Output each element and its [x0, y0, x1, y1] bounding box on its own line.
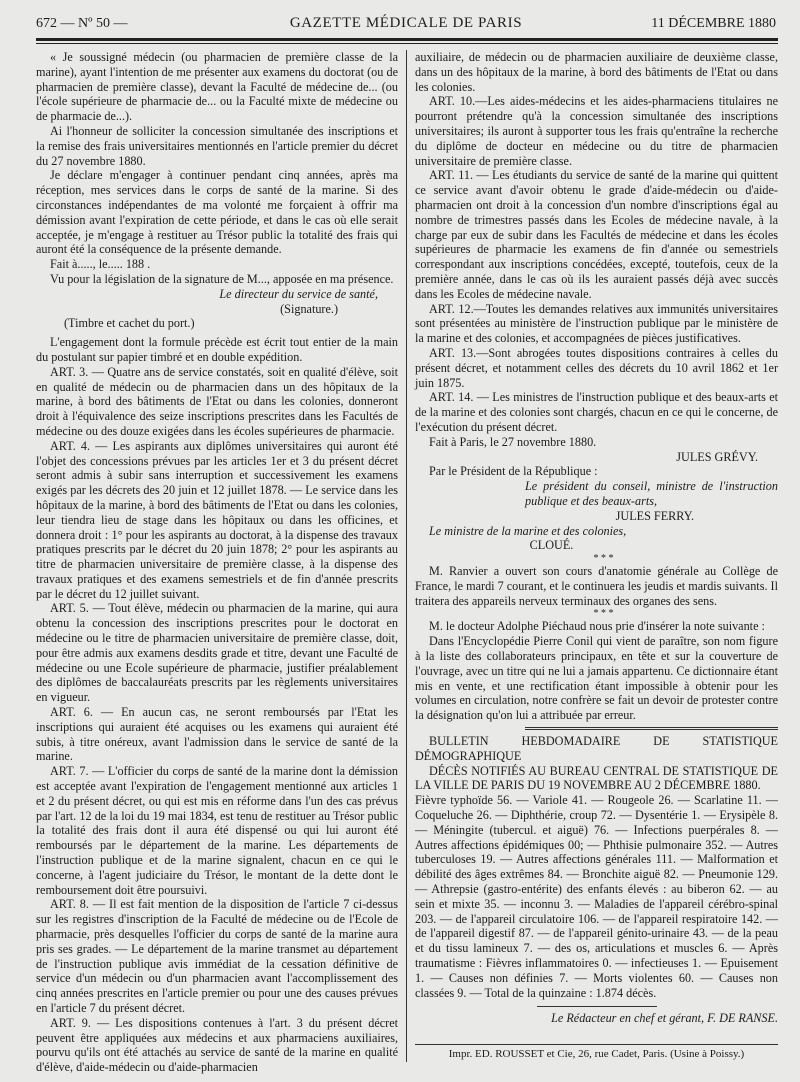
- fait-a-paris: Fait à Paris, le 27 novembre 1880.: [429, 434, 597, 449]
- paragraph: Fait à....., le..... 188 .: [50, 257, 151, 272]
- timbre-line: (Timbre et cachet du port.): [64, 316, 195, 331]
- right-column: [415, 50, 778, 1046]
- article-8: ART. 8. — Il est fait mention de la disposition de l'article 7 ci-dessus sur les registres d'inscription de la Faculté de médecine ou de l'Ecole de pharmacie, près desquelles l'officier du corps de santé de la marine aura pris ses grades. — Le département de la marine transmet au département de l'instruction publique avis immédiat de la cessation définitive de service d'un médecin ou d'un pharmacien avant l'accomplissement des cinq années prescrites en l'article premier ou pour une des causes prévues en l'article 7 du présent décret.: [36, 897, 398, 1015]
- bulletin-body: Fièvre typhoïde 56. — Variole 41. — Rougeole 26. — Scarlatine 11. — Coqueluche 26. — Diphthérie, croup 72. — Dysentérie 1. — Erysipèle 8. — Méningite (tubercul. et aiguë) 76. — Infections puerpérales 8. — Autres affections épidémiques 00; — Phthisie pulmonaire 352. — Autres tuberculoses 19. — Autres affections générales 111. — Malformation et débilité des âges extrêmes 84. — Bronchite aiguë 82. — Pneumonie 129. — Athrepsie (gastro-entérite) des enfants élevés : au biberon 62. — au sein et mixte 35. — inconnu 3. — Maladies de l'appareil cérébro-spinal 203. — de l'appareil circulatoire 106. — de l'appareil respiratoire 142. — de l'appareil digestif 87. — de l'appareil génito-urinaire 43. — de la peau et du tissu lamineux 7. — des os, articulations et muscles 6. — Après traumatisme : Fièvres inflammatoires 0. — infectieuses 1. — Epuisement 1. — Causes non définies 7. — Morts violentes 60. — Causes non classées 9. — Total de la quinzaine : 1.874 décès.: [415, 793, 778, 1000]
- redacteur-line: Le Rédacteur en chef et gérant, F. DE RANSE.: [551, 1011, 778, 1026]
- article-13: ART. 13.—Sont abrogées toutes dispositions contraires à celles du présent décret, et notamment celles des décrets du 10 avril 1862 et 1er juin 1875.: [415, 345, 778, 390]
- paragraph: auxiliaire, de médecin ou de pharmacien auxiliaire de deuxième classe, dans un des hôpitaux de la marine, à bord des bâtiments de l'Etat ou dans les colonies.: [415, 50, 778, 94]
- paragraph: Ai l'honneur de solliciter la concession simultanée des inscriptions et la remise des frais universitaires mentionnés en l'article premier du décret du 27 novembre 1880.: [36, 123, 398, 168]
- signature-line: (Signature.): [280, 301, 338, 316]
- header-rule-thick: [36, 38, 778, 41]
- article-11: ART. 11. — Les étudiants du service de santé de la marine qui quittent ce service avant d'avoir obtenu le grade d'aide-médecin ou d'aide-pharmacien ont droit à la concession d'un nombre d'inscriptions égal au nombre de trimestres passés dans les Ecoles de médecine navale, à la charge par eux de subir dans les Facultés de médecine et dans les écoles supérieures de pharmacie les examens de fin d'année ou semestriels correspondant aux inscriptions concédées, excepté, toutefois, ceux de la première année, dans le cas où ils les auraient passés déjà avec succès dans les Ecoles de médecine navale.: [415, 168, 778, 301]
- president-line: Par le Président de la République :: [429, 464, 598, 479]
- signature-ferry: JULES FERRY.: [615, 508, 694, 523]
- footer-rule: [415, 1044, 778, 1045]
- bulletin-rule: [525, 727, 778, 730]
- article-7: ART. 7. — L'officier du corps de santé de la marine dont la démission est acceptée avant l'expiration de l'engagement mentionné aux articles 1 et 2 du présent décret, ou qui est mis en réforme dans l'un des cas prévus par l'art. 12 de la loi du 19 mai 1834, est tenu de restituer au Trésor public la totalité des frais dont il aura été dispensé ou qui lui auront été remboursés par le département de la marine. Les départements de l'instruction publique et de la marine signalent, chacun en ce qui le concerne, à l'agent judiciaire du Trésor, le montant de la dette dont le remboursement doit être poursuivi.: [36, 764, 398, 897]
- imprimeur-line: Impr. ED. ROUSSET et Cie, 26, rue Cadet, Paris. (Usine à Poissy.): [448, 1048, 745, 1060]
- page-number: 672 — Nº 50 —: [36, 16, 128, 31]
- section-stars: * * *: [593, 553, 614, 565]
- ministre-line: Le ministre de la marine et des colonies,: [429, 523, 627, 538]
- news-piechaud: M. le docteur Adolphe Piéchaud nous prie d'insérer la note suivante :: [429, 619, 765, 634]
- article-3: ART. 3. — Quatre ans de service constatés, soit en qualité d'élève, soit en qualité de médecin ou de pharmacien dans un des hôpitaux de la marine, à bord des bâtiments de l'Etat ou dans les colonies, donneront droit à l'équivalence des seize inscriptions prescrites dans les Facultés de médecine ou des douze exigées dans les écoles supérieures de pharmacie.: [36, 364, 398, 438]
- paragraph: Je déclare m'engager à continuer pendant cinq années, après ma réception, mes services dans le corps de santé de la marine. Si des circonstances indépendantes de ma volonté me forçaient à offrir ma démission avant l'expiration de cette période, et dans le cas où elle serait acceptée, je m'engage à restituer au Trésor public la totalité des frais qui auront été la conséquence de la présente demande.: [36, 168, 398, 257]
- article-5: ART. 5. — Tout élève, médecin ou pharmacien de la marine, qui aura obtenu la concession des inscriptions prescrites pour le doctorat en médecine ou le titre de pharmacien universitaire de première classe, doit, pour être admis aux examens desdits grade et titre, devant une Faculté de médecine ou une Ecole supérieure de pharmacie, justifier préalablement des diplômes de baccalauréats prescrits par les règlements universitaires en vigueur.: [36, 601, 398, 705]
- article-10: ART. 10.—Les aides-médecins et les aides-pharmaciens titulaires ne pourront prétendre qu'à la concession simultanée des inscriptions universitaires; ils auront à supporter tous les frais qu'entraîne la recherche du diplôme de docteur en médecine ou du titre de pharmacien universitaire de première classe.: [415, 94, 778, 168]
- article-14: ART. 14. — Les ministres de l'instruction publique et des beaux-arts et de la marine et des colonies sont chargés, chacun en ce qui le concerne, de l'exécution du présent décret.: [415, 390, 778, 434]
- news-ranvier: M. Ranvier a ouvert son cours d'anatomie générale au Collège de France, le mardi 7 courant, et le continuera les jeudis et mardis suivants. Il traitera des appareils nerveux terminaux des organes des sens.: [415, 564, 778, 608]
- left-column: [36, 50, 398, 1075]
- journal-title: GAZETTE MÉDICALE DE PARIS: [289, 15, 523, 31]
- news-encyclopedie: Dans l'Encyclopédie Pierre Conil qui vient de paraître, son nom figure à la liste des collaborateurs principaux, en tête et sur la couverture de l'ouvrage, avec un titre qui ne lui a jamais appartenu. Ce dictionnaire étant mis en vente, et une rectification étant impossible à obtenir pour les volumes en circulation, notre confrère se fait un devoir de protester contre la désignation qu'on lui a attribuée par erreur.: [415, 634, 778, 723]
- column-divider: [406, 50, 407, 1062]
- bulletin-title: BULLETIN HEBDOMADAIRE DE STATISTIQUE DÉMOGRAPHIQUE: [415, 734, 778, 763]
- article-12: ART. 12.—Toutes les demandes relatives aux immunités universitaires sont présentées au ministère de l'instruction publique par le ministère de la marine et des colonies, et accompagnées de pièces justificatives.: [415, 301, 778, 346]
- signature-cloue: CLOUÉ.: [529, 538, 574, 553]
- page-header: [36, 14, 776, 36]
- article-6: ART. 6. — En aucun cas, ne seront remboursés par l'Etat les inscriptions qui auraient été acquises ou les examens qui auraient été subis, à titre onéreux, avant l'admission dans le service de santé de la marine.: [36, 705, 398, 764]
- conseil-line: Le président du conseil, ministre de l'instruction publique et des beaux-arts,: [525, 479, 778, 508]
- header-rule-thin: [36, 43, 778, 44]
- paragraph: L'engagement dont la formule précède est écrit tout entier de la main du postulant sur papier timbré et en double expédition.: [36, 335, 398, 364]
- directeur-line: Le directeur du service de santé,: [219, 286, 378, 301]
- article-4: ART. 4. — Les aspirants aux diplômes universitaires qui auront été l'objet des concessions prévues par les articles 1er et 3 du présent décret seront admis à subir sans interruption et successivement les examens exigés par les décrets des 20 juin et 12 juillet 1878. — Le service dans les hôpitaux de la marine, à bord des bâtiments de l'Etat ou dans les colonies, leur tiendra lieu de stage dans les hôpitaux ou dans les officines, et donnera droit : 1° pour les aspirants au doctorat, à la dispense des travaux pratiques prescrits par le décret du 20 juin 1878; 2° pour les aspirants au titre de pharmacien universitaire de première classe, à la dispense des travaux pratiques et des examens semestriels et de fin d'année prescrits par le décret du 12 juillet suivant.: [36, 438, 398, 601]
- issue-date: 11 DÉCEMBRE 1880: [651, 16, 776, 31]
- redacteur-rule: [537, 1006, 657, 1007]
- signature-grevy: JULES GRÉVY.: [676, 449, 758, 464]
- bulletin-subtitle: DÉCÈS NOTIFIÉS AU BUREAU CENTRAL DE STATISTIQUE DE LA VILLE DE PARIS DU 19 NOVEMBRE AU 2 DÉCEMBRE 1880.: [415, 763, 778, 793]
- article-9: ART. 9. — Les dispositions contenues à l'art. 3 du présent décret peuvent être appliquées aux médecins et aux pharmaciens auxiliaires, pourvu qu'ils ont été attachés au service de santé de la marine en qualité d'élève, d'aide-médecin ou d'aide-pharmacien: [36, 1015, 398, 1075]
- paragraph: Vu pour la législation de la signature de M..., apposée en ma présence.: [50, 271, 394, 286]
- paragraph: « Je soussigné médecin (ou pharmacien de première classe de la marine), ayant l'intention de me présenter aux examens du doctorat (ou de pharmacien de première classe), devant la Faculté de médecine de... (ou l'école supérieure de pharmacie de... ou la Faculté mixte de médecine ou de pharmacie de...).: [36, 50, 398, 124]
- section-stars: * * *: [593, 608, 614, 620]
